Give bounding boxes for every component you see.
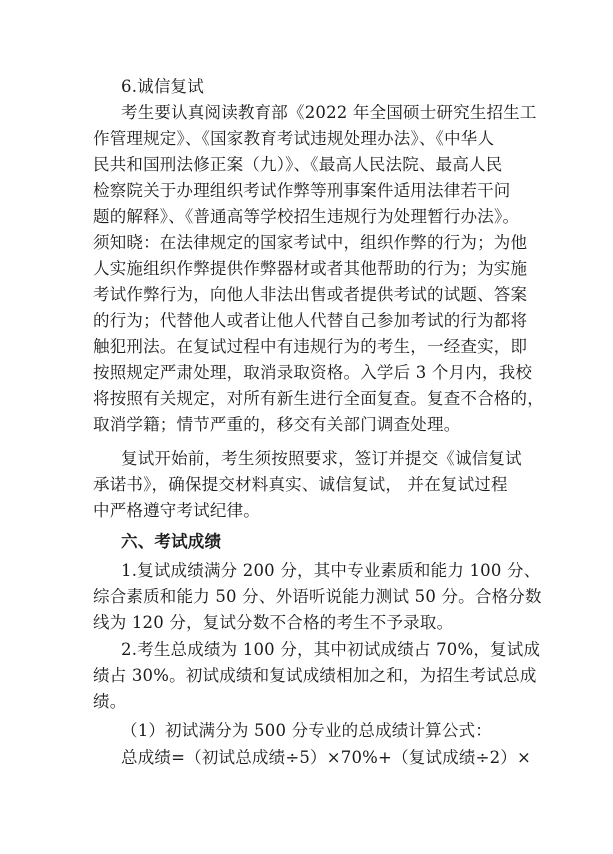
formula-heading: （1）初试满分为 500 分专业的总成绩计算公式： bbox=[121, 721, 492, 740]
paragraph-line: 民共和国刑法修正案（九）》、《最高人民法院、最高人民 bbox=[93, 155, 503, 174]
paragraph-line: 考生要认真阅读教育部《2022 年全国硕士研究生招生工 bbox=[121, 103, 537, 122]
paragraph-line: 须知晓：在法律规定的国家考试中，组织作弊的行为；为他 bbox=[93, 233, 528, 252]
paragraph-line: 复试开始前，考生须按照要求，签订并提交《诚信复试 bbox=[121, 449, 522, 468]
formula-line: 总成绩=（初试总成绩÷5）×70%+（复试成绩÷2）× bbox=[121, 748, 532, 767]
paragraph-line: 题的解释》、《普通高等学校招生违规行为处理暂行办法》。 bbox=[93, 207, 520, 226]
paragraph-line: 按照规定严肃处理，取消录取资格。入学后 3 个月内，我校 bbox=[93, 363, 533, 382]
paragraph-line: 综合素质和能力 50 分、外语听说能力测试 50 分。合格分数 bbox=[93, 587, 542, 606]
paragraph-line: 的行为；代替他人或者让他人代替自己参加考试的行为都将 bbox=[93, 311, 528, 330]
paragraph-line: 考试作弊行为，向他人非法出售或者提供考试的试题、答案 bbox=[93, 285, 528, 304]
paragraph-line: 人实施组织作弊提供作弊器材或者其他帮助的行为；为实施 bbox=[93, 259, 528, 278]
paragraph-line: 触犯刑法。在复试过程中有违规行为的考生，一经查实，即 bbox=[93, 337, 528, 356]
paragraph-line: 承诺书》，确保提交材料真实、诚信复试， 并在复试过程 bbox=[93, 475, 508, 494]
paragraph-line: 2.考生总成绩为 100 分，其中初试成绩占 70%，复试成 bbox=[121, 640, 541, 659]
subsection-heading: 6.诚信复试 bbox=[121, 77, 204, 96]
paragraph-line: 取消学籍；情节严重的，移交有关部门调查处理。 bbox=[93, 415, 461, 434]
paragraph-line: 中严格遵守考试纪律。 bbox=[93, 501, 260, 520]
paragraph-line: 线为 120 分，复试分数不合格的考生不予录取。 bbox=[93, 613, 454, 632]
paragraph-line: 1.复试成绩满分 200 分，其中专业素质和能力 100 分、 bbox=[121, 561, 541, 580]
paragraph-line: 作管理规定》、《国家教育考试违规处理办法》、《中华人 bbox=[93, 129, 495, 148]
paragraph-line: 将按照有关规定，对所有新生进行全面复查。复查不合格的， bbox=[93, 389, 544, 408]
paragraph-line: 检察院关于办理组织考试作弊等刑事案件适用法律若干问 bbox=[93, 181, 511, 200]
paragraph-line: 绩占 30%。初试成绩和复试成绩相加之和，为招生考试总成 bbox=[93, 666, 537, 685]
section-heading: 六、考试成绩 bbox=[121, 532, 222, 551]
paragraph-line: 绩。 bbox=[93, 692, 127, 711]
